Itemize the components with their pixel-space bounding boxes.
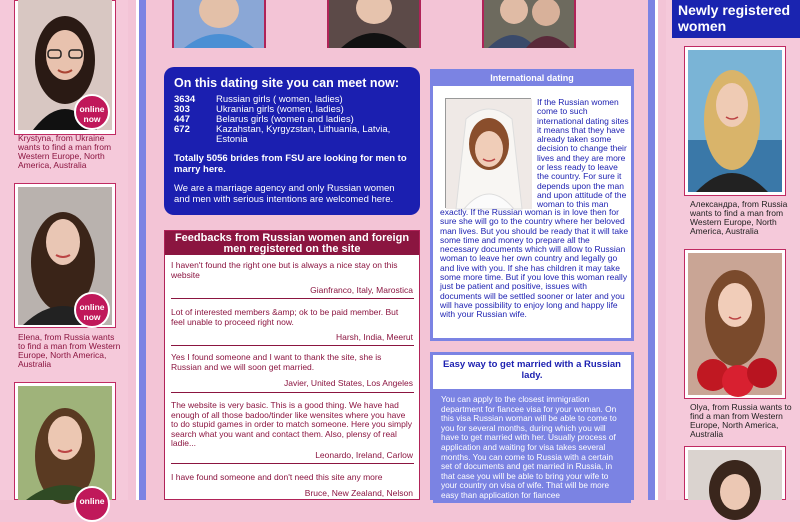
agency-text: We are a marriage agency and only Russian women and men with serious intentions are welcomed here. [174,183,395,205]
profile-caption[interactable]: Krystyna, from Ukraine wants to find a man from Western Europe, North America, Australia [18,133,112,170]
featured-photo[interactable] [482,0,576,48]
stat-label[interactable]: Belarus girls (women and ladies) [216,114,354,125]
easy-title: Easy way to get married with a Russian lady. [443,359,621,381]
meet-now-panel [164,67,420,215]
profile-photo[interactable] [688,450,782,500]
online-label: online [79,104,105,114]
divider [171,298,414,299]
feedback-text: I have found someone and don't need this site any more [171,472,383,482]
feedback-title: Feedbacks from Russian women and foreign men registered on the site [165,231,419,255]
stat-row [174,125,410,145]
bride-photo [445,98,531,208]
feedback-text: The website is very basic. This is a good thing. We have had enough of all those badoo/tinder like wensites where you have to do stupid games in order to match someone. Here you simply search what you want and contact them. Also, plensy of real ladie... [171,400,412,448]
online-now-badge [74,94,110,130]
intl-title: International dating [433,72,631,86]
intl-side-text: If the Russian women come to such international dating sites it means that they have already taken some decision to change their lives and they are more or less ready to leave the country. For sure it depends upon the man and upon attitude of the woman to this man [537,97,629,210]
easy-marriage-panel [430,352,634,500]
featured-photo[interactable] [327,0,421,48]
online-label: online [79,302,105,312]
intl-body-text: exactly. If the Russian woman is in love then for sure she will go to the country where her beloved man lives. But you should be ready that it will take some time and money to prepare all the necessary documents which will allow to Russian woman to leave her own country and legally go and live with you. If she has children it may take some more time. But if you love this woman really just be patient and positive, issues with documents will be settled sooner or later and you will have possibility to enjoy long and happy life with your Russian wife. [440,207,629,320]
total-brides-text: Totally 5056 brides from FSU are looking for men to marry here. [174,153,407,175]
feedback-author: Harsh, India, Meerut [335,332,413,342]
feedback-author: Javier, United States, Los Angeles [284,378,413,388]
online-label: now [83,312,101,322]
feedback-text: Yes I found someone and I want to thank the site, she is Russian and we will soon get married. [171,352,382,372]
featured-photo[interactable] [172,0,266,48]
online-now-badge [74,486,110,522]
online-label: now [83,114,101,124]
stat-count: 672 [174,124,190,135]
profile-caption[interactable]: Olya, from Russia wants to find a man from Western Europe, North America, Australia [690,402,792,439]
stat-label[interactable]: Kazahstan, Kyrgyzstan, Lithuania, Latvia, Estonia [216,124,391,145]
profile-photo[interactable] [688,50,782,192]
feedback-panel [164,230,420,500]
feedback-author: Bruce, New Zealand, Nelson [304,488,413,498]
feedback-text: I haven't found the right one but is always a nice stay on this website [171,260,398,280]
profile-photo[interactable] [18,386,112,500]
stat-count: 447 [174,114,190,125]
profile-caption[interactable]: Elena, from Russia wants to find a man from Western Europe, North America, Australia [18,332,121,369]
divider [171,345,414,346]
stat-count: 3634 [174,94,196,105]
meet-title: On this dating site you can meet now: [174,76,400,90]
feedback-text: Lot of interested members &amp; ok to be paid member. But feel unable to proceed right now. [171,307,399,327]
online-label: online [79,496,105,506]
profile-caption[interactable]: Александра, from Russia wants to find a man from Western Europe, North America, Australia [690,199,788,236]
easy-body-text: You can apply to the closest immigration department for fiancee visa for your woman. On this visa Russian woman will be able to come to you for several months, during which you will have to get married with her. Usually process of application and waiting for visa takes several months. You can come to Russia with a certain set of documents and get married in Russia, in that case you will be able to bring your wife to your country on visa of wife. That will be more easy than application for fiancee [433,389,631,503]
profile-photo[interactable] [688,253,782,395]
stat-count: 303 [174,104,190,115]
stat-label[interactable]: Ukranian girls (women, ladies) [216,104,344,115]
online-now-badge [74,292,110,328]
left-sidebar [0,0,128,506]
newly-registered-heading[interactable]: Newly registered women [672,0,800,38]
feedback-author: Leonardo, Ireland, Carlow [315,450,413,460]
feedback-author: Gianfranco, Italy, Marostica [310,285,413,295]
stat-label[interactable]: Russian girls ( women, ladies) [216,94,343,105]
divider [171,392,414,393]
international-dating-panel [430,69,634,341]
divider [171,463,414,464]
